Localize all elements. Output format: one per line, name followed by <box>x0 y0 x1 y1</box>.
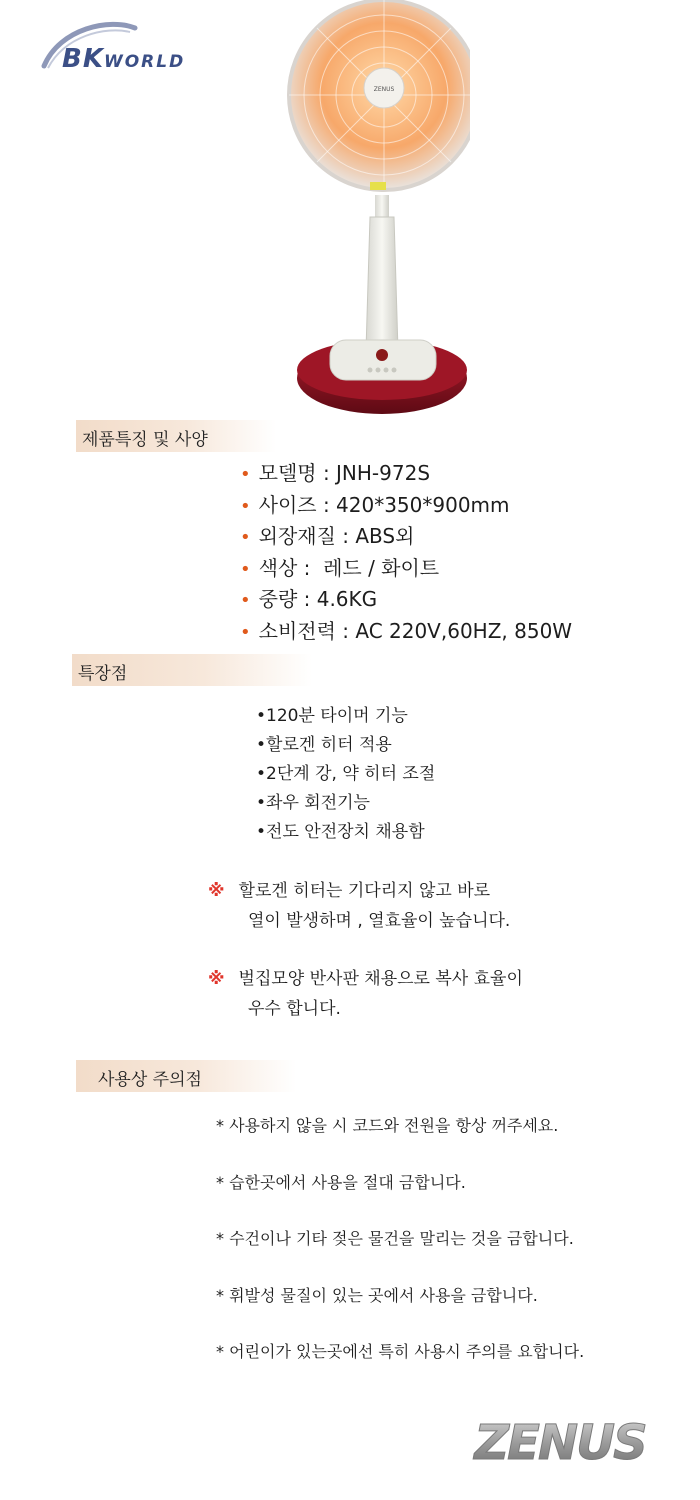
spec-item-power: • 소비전력 : AC 220V,60HZ, 850W <box>240 618 573 643</box>
caution-item: * 사용하지 않을 시 코드와 전원을 항상 꺼주세요. <box>216 1116 559 1135</box>
feature-list <box>256 702 435 847</box>
product-logo-label: ZENUS <box>373 86 395 93</box>
feature-item: •좌우 회전기능 <box>256 793 370 813</box>
bullet-icon: • <box>240 590 251 611</box>
logo-sub-text: WORLD <box>103 52 186 72</box>
caution-item: * 수건이나 기타 젖은 물건을 말리는 것을 금합니다. <box>216 1229 574 1248</box>
spec-item-model: • 모델명 : JNH-972S <box>240 461 431 485</box>
spec-item-weight: • 중량 : 4.6KG <box>240 587 378 611</box>
specs-section-header <box>76 420 276 452</box>
bullet-icon: • <box>240 495 251 517</box>
bullet-icon: • <box>240 527 251 548</box>
features-section-header <box>72 654 312 686</box>
caution-item: * 습한곳에서 사용을 절대 금합니다. <box>216 1172 466 1192</box>
caution-list <box>216 1112 584 1395</box>
feature-item: •할로겐 히터 적용 <box>256 735 392 755</box>
zenus-logo-text: ZENUS <box>474 1415 646 1470</box>
specs-section-title: 제품특징 및 사양 <box>82 430 208 450</box>
bullet-icon: • <box>240 621 251 643</box>
note-reflector: ※ 벌집모양 반사판 채용으로 복사 효율이 우수 합니다. <box>208 969 523 1019</box>
heater-product-image <box>270 0 470 420</box>
features-section-title: 특장점 <box>78 664 128 684</box>
cautions-section-title: 사용상 주의점 <box>98 1070 202 1090</box>
cautions-section-header <box>76 1060 296 1092</box>
reference-mark-icon: ※ <box>208 881 225 901</box>
spec-item-color: • 색상 : 레드 / 화이트 <box>240 555 440 580</box>
spec-item-size: • 사이즈 : 420*350*900mm <box>240 492 510 517</box>
note-halogen: ※ 할로겐 히터는 기다리지 않고 바로 열이 발생하며 , 열효율이 높습니다. <box>208 881 511 931</box>
bullet-icon: • <box>240 464 251 485</box>
bullet-icon: • <box>240 558 251 580</box>
caution-item: * 어린이가 있는곳에선 특히 사용시 주의를 요합니다. <box>216 1342 585 1361</box>
feature-item: •2단계 강, 약 히터 조절 <box>256 764 436 784</box>
bkworld-logo <box>40 18 245 78</box>
reference-mark-icon: ※ <box>208 969 225 989</box>
feature-item: •전도 안전장치 채용함 <box>256 822 425 842</box>
zenus-logo <box>446 1415 674 1470</box>
spec-list <box>240 458 680 647</box>
feature-item: •120분 타이머 기능 <box>256 706 408 726</box>
logo-main-text: BK <box>62 44 104 74</box>
caution-item: * 휘발성 물질이 있는 곳에서 사용을 금합니다. <box>216 1285 538 1305</box>
spec-item-material: • 외장재질 : ABS외 <box>240 524 415 548</box>
